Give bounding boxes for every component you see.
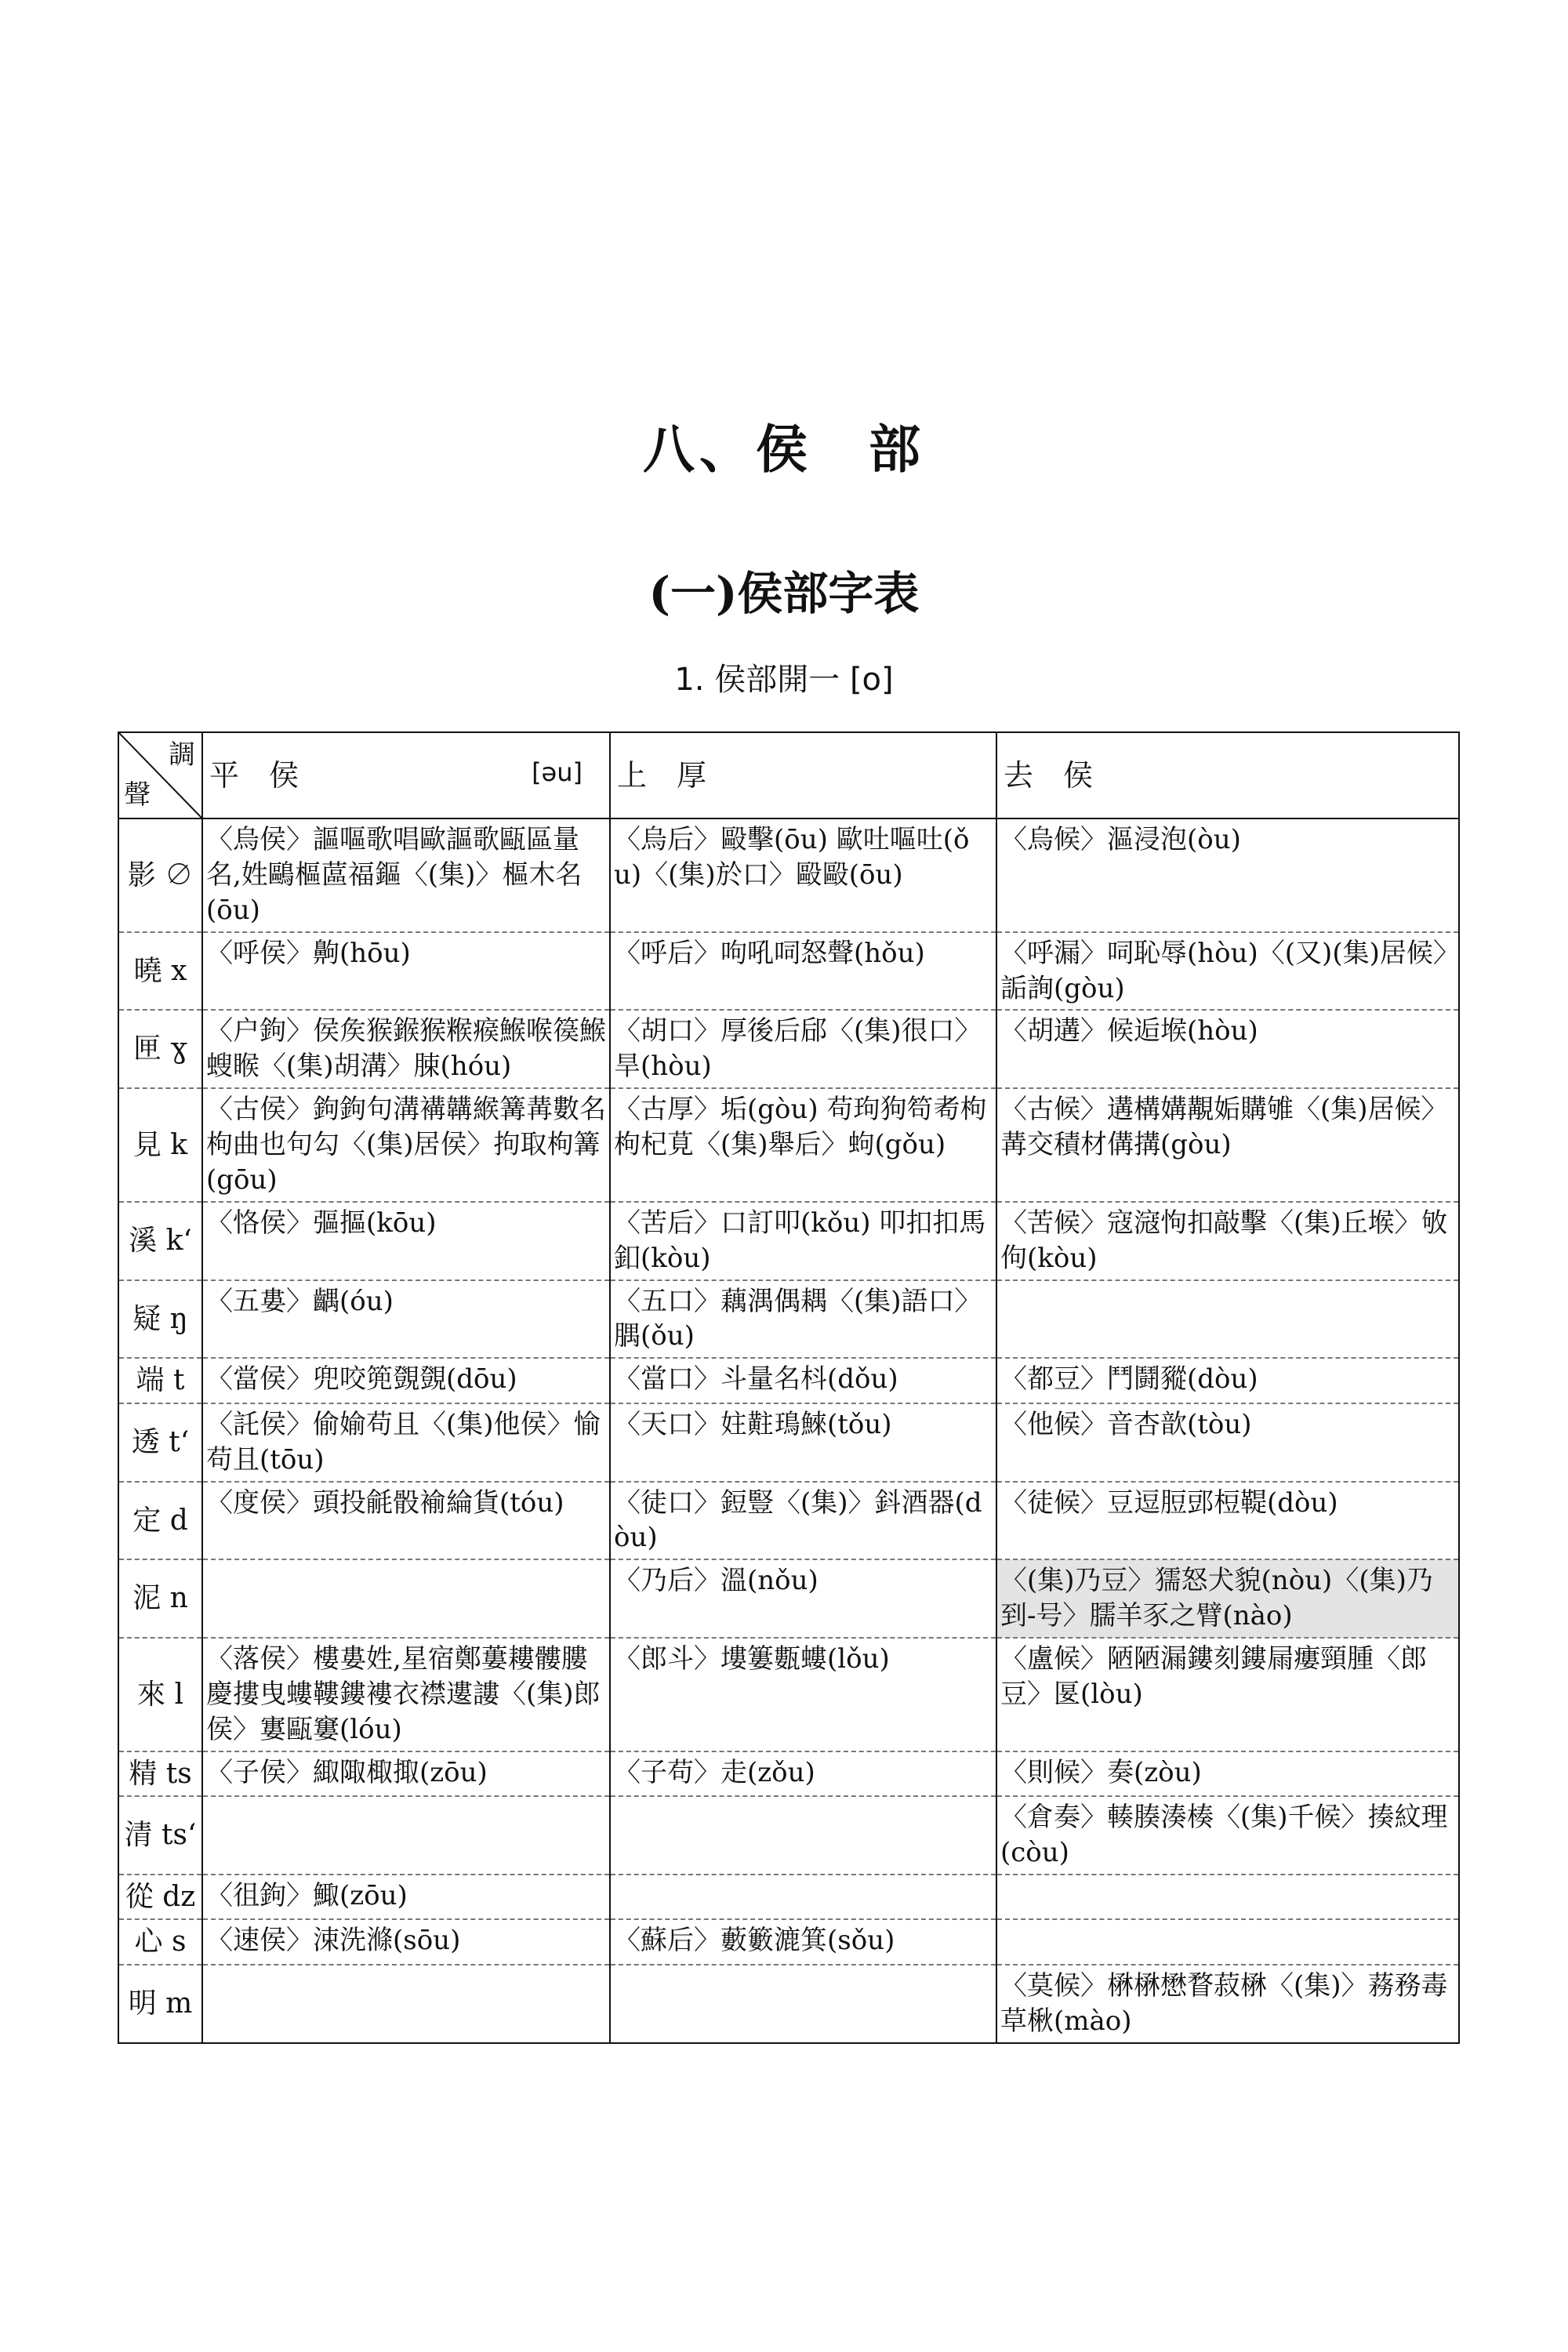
shang-cell: 〈苦后〉口訂叩(kǒu) 叩扣扣馬釦(kòu): [610, 1202, 996, 1280]
table-row: [118, 1559, 1459, 1638]
shang-cell: 〈乃后〉溫(nǒu): [610, 1559, 996, 1638]
section-title: (一)侯部字表: [648, 567, 920, 620]
shang-cell: 〈胡口〉厚後后郈〈(集)很口〉旱(hòu): [610, 1010, 996, 1088]
shang-cell: 〈烏后〉毆擊(ōu) 歐吐嘔吐(ǒu)〈(集)於口〉毆毆(ōu): [610, 818, 996, 932]
shang-cell: 〈五口〉藕湡偶耦〈(集)語口〉腢(ǒu): [610, 1280, 996, 1359]
rime-table: [118, 731, 1460, 2044]
shang-cell: 〈蘇后〉藪籔漉箕(sǒu): [610, 1919, 996, 1965]
table-row: [118, 1751, 1459, 1797]
table-row: [118, 1010, 1459, 1088]
table-header-row: [118, 732, 1459, 818]
shang-cell: [610, 1796, 996, 1875]
qu-cell: 〈倉奏〉輳腠湊楱〈(集)千候〉揍紋理(còu): [996, 1796, 1459, 1875]
shang-cell: 〈古厚〉垢(gòu) 苟玽狗笱耇枸枸杞莧〈(集)舉后〉蚼(gǒu): [610, 1088, 996, 1202]
qu-cell: 〈胡遘〉候逅堠(hòu): [996, 1010, 1459, 1088]
header-shang: 上 厚: [610, 732, 996, 818]
chapter-title: 八、侯 部: [643, 419, 925, 480]
ping-cell: 〈古侯〉鉤鉤句溝褠韝緱篝冓數名枸曲也句勾〈(集)居侯〉拘取枸篝(gōu): [202, 1088, 610, 1202]
corner-tone-label: 調: [169, 739, 195, 771]
table-row: [118, 932, 1459, 1011]
table-row: [118, 1638, 1459, 1751]
qu-cell: 〈都豆〉鬥鬪豵(dòu): [996, 1358, 1459, 1403]
table-row: [118, 1088, 1459, 1202]
shang-cell: 〈呼后〉呴吼呞怒聲(hǒu): [610, 932, 996, 1011]
ping-cell: [202, 1965, 610, 2043]
ping-cell: 〈恪侯〉彄摳(kōu): [202, 1202, 610, 1280]
header-qu: 去 侯: [996, 732, 1459, 818]
ping-cell: 〈託侯〉偷媮苟且〈(集)他侯〉愉苟且(tōu): [202, 1403, 610, 1482]
ping-cell: 〈户鉤〉侯矦猴鍭猴糇瘊鯸喉篌鯸螋睺〈(集)胡溝〉脨(hóu): [202, 1010, 610, 1088]
ping-cell: 〈徂鉤〉鯫(zōu): [202, 1875, 610, 1920]
shang-cell: 〈徒口〉鋀豎〈(集)〉鈄酒器(dòu): [610, 1482, 996, 1560]
initial-cell: 疑 ŋ: [118, 1280, 202, 1359]
shang-cell: 〈子苟〉走(zǒu): [610, 1751, 996, 1797]
corner-initial-label: 聲: [124, 779, 151, 811]
shang-cell: [610, 1875, 996, 1920]
table-row: [118, 1280, 1459, 1359]
qu-cell: 〈烏候〉漚浸泡(òu): [996, 818, 1459, 932]
initial-cell: 透 tʻ: [118, 1403, 202, 1482]
qu-cell: 〈呼漏〉呞恥辱(hòu)〈(又)(集)居候〉詬詢(gòu): [996, 932, 1459, 1011]
initial-cell: 匣 ɣ: [118, 1010, 202, 1088]
initial-cell: 精 ts: [118, 1751, 202, 1797]
table-row: [118, 1403, 1459, 1482]
shang-cell: 〈郎斗〉塿簍甊螻(lǒu): [610, 1638, 996, 1751]
initial-cell: 影 ∅: [118, 818, 202, 932]
shang-cell: 〈當口〉斗量名枓(dǒu): [610, 1358, 996, 1403]
ping-cell: 〈當侯〉兜咬篼覴覴(dōu): [202, 1358, 610, 1403]
corner-header-cell: [118, 732, 202, 818]
qu-cell: 〈苦候〉寇滱怐扣敲擊〈(集)丘堠〉敂佝(kòu): [996, 1202, 1459, 1280]
initial-cell: 從 dz: [118, 1875, 202, 1920]
header-ping: [202, 732, 610, 818]
table-title: 1. 侯部開一 [o]: [674, 662, 894, 698]
ping-cell: 〈速侯〉涑洗滌(sōu): [202, 1919, 610, 1965]
initial-cell: 清 tsʻ: [118, 1796, 202, 1875]
header-ping-label: 平 侯: [209, 757, 299, 793]
qu-cell: [996, 1875, 1459, 1920]
table-row: [118, 1875, 1459, 1920]
initial-cell: 明 m: [118, 1965, 202, 2043]
ping-cell: [202, 1559, 610, 1638]
qu-cell: 〈盧候〉陋陋漏鏤刻鏤屚瘻頸腫〈郎豆〉匽(lòu): [996, 1638, 1459, 1751]
table-row: [118, 1919, 1459, 1965]
ping-cell: 〈子侯〉緅陬棷掫(zōu): [202, 1751, 610, 1797]
initial-cell: 定 d: [118, 1482, 202, 1560]
ping-cell: [202, 1796, 610, 1875]
ping-cell: 〈落侯〉樓婁姓,星宿鄭蔞耬髏膢慶摟曳螻鞻鏤褸衣襟遱謱〈(集)郎侯〉寠甌窶(lóu): [202, 1638, 610, 1751]
ping-cell: 〈度侯〉頭投毹骰褕綸貨(tóu): [202, 1482, 610, 1560]
ping-cell: 〈五婁〉齵(óu): [202, 1280, 610, 1359]
shang-cell: 〈天口〉妵黈鳿鯠(tǒu): [610, 1403, 996, 1482]
initial-cell: 來 l: [118, 1638, 202, 1751]
qu-cell: 〈則候〉奏(zòu): [996, 1751, 1459, 1797]
table-row: [118, 1796, 1459, 1875]
shang-cell: [610, 1965, 996, 2043]
initial-cell: 溪 kʻ: [118, 1202, 202, 1280]
qu-cell: 〈他候〉音杏歆(tòu): [996, 1403, 1459, 1482]
qu-cell: 〈古候〉遘構媾覯姤購雊〈(集)居候〉冓交積材傋搆(gòu): [996, 1088, 1459, 1202]
initial-cell: 曉 x: [118, 932, 202, 1011]
qu-cell: [996, 1919, 1459, 1965]
table-row: [118, 1482, 1459, 1560]
table-row: [118, 818, 1459, 932]
header-ping-rime: [əu]: [532, 757, 583, 787]
initial-cell: 見 k: [118, 1088, 202, 1202]
initial-cell: 心 s: [118, 1919, 202, 1965]
qu-cell: 〈莫候〉楙楙懋瞀菽楙〈(集)〉蓩務毒草楸(mào): [996, 1965, 1459, 2043]
table-row: [118, 1202, 1459, 1280]
qu-cell: 〈(集)乃豆〉獳怒犬貌(nòu)〈(集)乃到-号〉臑羊豕之臂(nào): [996, 1559, 1459, 1638]
table-row: [118, 1965, 1459, 2043]
qu-cell: [996, 1280, 1459, 1359]
initial-cell: 端 t: [118, 1358, 202, 1403]
ping-cell: 〈呼侯〉齁(hōu): [202, 932, 610, 1011]
initial-cell: 泥 n: [118, 1559, 202, 1638]
table-row: [118, 1358, 1459, 1403]
ping-cell: 〈烏侯〉謳嘔歌唱歐謳歌甌區量名,姓鷗樞蓲福鏂〈(集)〉樞木名(ōu): [202, 818, 610, 932]
qu-cell: 〈徒候〉豆逗脰郖梪鞮(dòu): [996, 1482, 1459, 1560]
